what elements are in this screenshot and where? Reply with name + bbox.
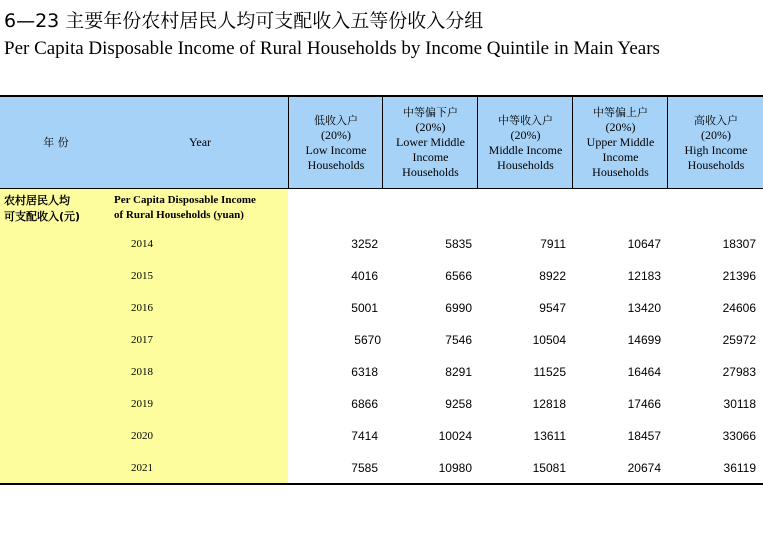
header-col-pct: (20%) xyxy=(510,127,541,142)
table-header xyxy=(0,97,763,189)
header-col-en: Households xyxy=(497,157,554,172)
header-low-income xyxy=(288,97,383,188)
row-year: 2014 xyxy=(131,238,153,250)
page-title-chinese: 6—23 主要年份农村居民人均可支配收入五等份收入分组 xyxy=(4,10,484,32)
table-row xyxy=(0,324,763,356)
cell-upper-middle-income: 13420 xyxy=(627,301,661,315)
header-col-pct: (20%) xyxy=(415,120,446,134)
row-year: 2015 xyxy=(131,270,153,282)
cell-low-income: 5670 xyxy=(354,333,381,347)
table-row xyxy=(0,388,763,420)
cell-lower-middle-income: 10024 xyxy=(438,429,472,443)
row-year: 2021 xyxy=(131,462,153,474)
cell-high-income: 33066 xyxy=(722,429,756,443)
cell-middle-income: 11525 xyxy=(533,365,566,379)
cell-high-income: 24606 xyxy=(722,301,756,315)
header-col-en: Upper Middle xyxy=(586,135,655,149)
table-row xyxy=(0,260,763,292)
cell-lower-middle-income: 5835 xyxy=(445,237,472,251)
section-label-cn-line: 可支配收入(元) xyxy=(4,210,81,223)
header-year-en-text: Year xyxy=(188,135,212,149)
row-year: 2020 xyxy=(131,430,153,442)
header-col-en: Income xyxy=(602,150,639,164)
cell-lower-middle-income: 7546 xyxy=(445,333,472,347)
header-col-en: Lower Middle xyxy=(396,135,465,149)
cell-upper-middle-income: 10647 xyxy=(627,237,661,251)
cell-high-income: 18307 xyxy=(722,237,756,251)
income-quintile-table xyxy=(0,95,763,485)
cell-upper-middle-income: 17466 xyxy=(627,397,661,411)
header-col-pct: (20%) xyxy=(320,127,351,142)
table-row xyxy=(0,356,763,388)
cell-middle-income: 13611 xyxy=(533,429,566,443)
header-year-cn-text: 年 份 xyxy=(43,136,69,149)
cell-low-income: 6866 xyxy=(351,397,378,411)
header-year-en xyxy=(112,97,288,188)
header-col-cn: 低收入户 xyxy=(313,113,358,127)
header-col-pct: (20%) xyxy=(700,127,731,142)
header-col-en: Low Income xyxy=(305,142,367,157)
cell-low-income: 3252 xyxy=(351,237,378,251)
cell-middle-income: 9547 xyxy=(539,301,566,315)
header-upper-middle-income xyxy=(572,97,668,188)
section-label-cn xyxy=(4,193,80,225)
cell-middle-income: 7911 xyxy=(540,237,566,251)
header-col-cn: 中等收入户 xyxy=(498,113,553,127)
cell-lower-middle-income: 6990 xyxy=(445,301,472,315)
cell-low-income: 7414 xyxy=(351,429,378,443)
section-label-en-line: Per Capita Disposable Income xyxy=(114,194,256,206)
header-col-pct: (20%) xyxy=(605,120,636,134)
cell-high-income: 25972 xyxy=(722,333,756,347)
cell-high-income: 27983 xyxy=(722,365,756,379)
cell-low-income: 5001 xyxy=(351,301,378,315)
cell-upper-middle-income: 16464 xyxy=(627,365,661,379)
header-col-en: High Income xyxy=(684,142,748,157)
table-bottom-rule xyxy=(0,483,763,485)
cell-low-income: 7585 xyxy=(351,461,378,475)
header-col-cn: 中等偏上户 xyxy=(593,106,648,119)
cell-lower-middle-income: 6566 xyxy=(445,269,472,283)
page-title-english: Per Capita Disposable Income of Rural Households by Income Quintile in Main Years xyxy=(4,38,660,59)
cell-upper-middle-income: 12183 xyxy=(627,269,661,283)
header-middle-income xyxy=(477,97,573,188)
row-year: 2019 xyxy=(131,398,153,410)
cell-low-income: 6318 xyxy=(351,365,378,379)
row-year: 2018 xyxy=(131,366,153,378)
header-col-cn: 中等偏下户 xyxy=(402,106,458,119)
cell-middle-income: 10504 xyxy=(532,333,566,347)
table-row xyxy=(0,292,763,324)
header-year-cn xyxy=(0,97,112,188)
header-col-en: Households xyxy=(402,165,459,179)
header-high-income xyxy=(667,97,763,188)
cell-lower-middle-income: 9258 xyxy=(445,397,472,411)
header-col-cn: 高收入户 xyxy=(693,113,738,127)
row-year: 2016 xyxy=(131,302,153,314)
cell-low-income: 4016 xyxy=(351,269,378,283)
header-col-en: Households xyxy=(307,157,365,172)
header-lower-middle-income xyxy=(382,97,478,188)
cell-lower-middle-income: 8291 xyxy=(445,365,472,379)
header-col-en: Middle Income xyxy=(488,142,563,157)
cell-middle-income: 12818 xyxy=(532,397,566,411)
table-row xyxy=(0,420,763,452)
row-year: 2017 xyxy=(131,334,153,346)
cell-upper-middle-income: 20674 xyxy=(627,461,661,475)
cell-upper-middle-income: 14699 xyxy=(627,333,661,347)
cell-high-income: 30118 xyxy=(723,397,756,411)
cell-middle-income: 15081 xyxy=(532,461,566,475)
table-row xyxy=(0,452,763,484)
cell-high-income: 36119 xyxy=(723,461,756,475)
section-label-cn-line: 农村居民人均 xyxy=(4,194,70,207)
header-col-en: Households xyxy=(687,157,745,172)
header-col-en: Income xyxy=(412,150,449,164)
cell-upper-middle-income: 18457 xyxy=(627,429,661,443)
cell-high-income: 21396 xyxy=(722,269,756,283)
table-row xyxy=(0,228,763,260)
header-col-en: Households xyxy=(592,165,649,179)
cell-middle-income: 8922 xyxy=(539,269,566,283)
cell-lower-middle-income: 10980 xyxy=(438,461,472,475)
section-label-en-line: of Rural Households (yuan) xyxy=(114,209,244,221)
section-label-en xyxy=(114,193,256,223)
